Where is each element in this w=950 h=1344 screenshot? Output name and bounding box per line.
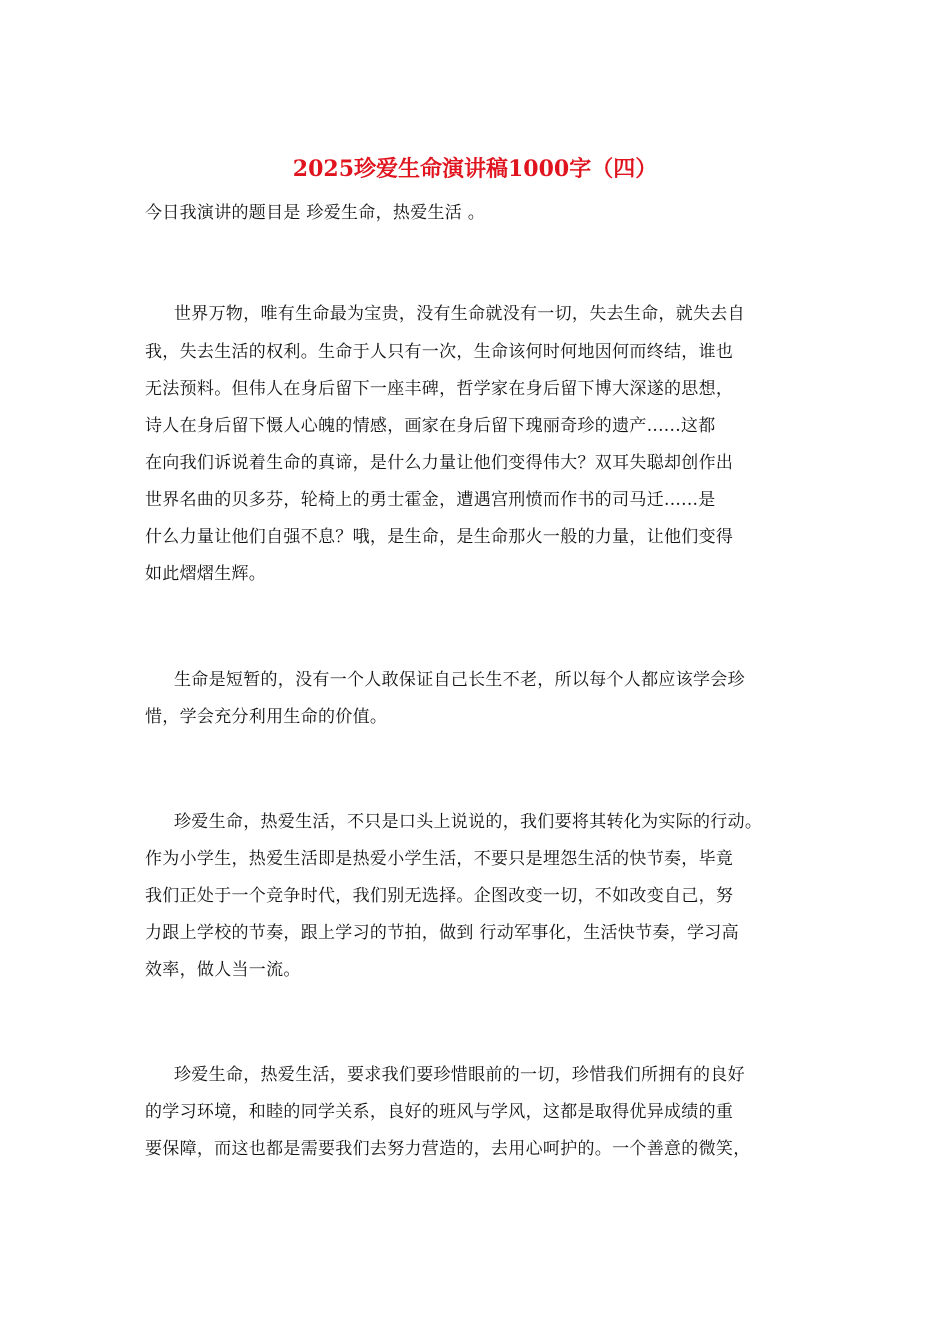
document-title: 2025珍爱生命演讲稿1000字（四） xyxy=(292,156,658,182)
paragraph-1-line-2: 我，失去生活的权利。生命于人只有一次，生命该何时何地因何而终结，谁也 xyxy=(145,342,734,362)
paragraph-1-line-1: 世界万物，唯有生命最为宝贵，没有生命就没有一切，失去生命，就失去自 xyxy=(174,304,745,324)
paragraph-3-line-5: 效率，做人当一流。 xyxy=(145,960,301,980)
paragraph-1-line-5: 在向我们诉说着生命的真谛，是什么力量让他们变得伟大？双耳失聪却创作出 xyxy=(145,453,734,473)
paragraph-2-line-2: 惜，学会充分利用生命的价值。 xyxy=(145,707,388,727)
paragraph-3-line-1: 珍爱生命，热爱生活，不只是口头上说说的，我们要将其转化为实际的行动。 xyxy=(174,812,763,832)
paragraph-1-line-3: 无法预料。但伟人在身后留下一座丰碑，哲学家在身后留下博大深遂的思想， xyxy=(145,379,734,399)
paragraph-1-line-7: 什么力量让他们自强不息？哦，是生命，是生命那火一般的力量，让他们变得 xyxy=(145,527,734,547)
paragraph-1-line-4: 诗人在身后留下慑人心魄的情感，画家在身后留下瑰丽奇珍的遗产......这都 xyxy=(145,416,716,436)
paragraph-1-line-8: 如此熠熠生辉。 xyxy=(145,564,267,584)
paragraph-2-line-1: 生命是短暂的，没有一个人敢保证自己长生不老，所以每个人都应该学会珍 xyxy=(174,670,745,690)
intro-line: 今日我演讲的题目是 珍爱生命，热爱生活 。 xyxy=(145,203,486,223)
paragraph-3-line-2: 作为小学生，热爱生活即是热爱小学生活，不要只是埋怨生活的快节奏，毕竟 xyxy=(145,849,734,869)
paragraph-3-line-3: 我们正处于一个竞争时代，我们别无选择。企图改变一切，不如改变自己，努 xyxy=(145,886,734,906)
paragraph-4-line-2: 的学习环境，和睦的同学关系，良好的班风与学风，这都是取得优异成绩的重 xyxy=(145,1102,734,1122)
paragraph-4-line-1: 珍爱生命，热爱生活，要求我们要珍惜眼前的一切，珍惜我们所拥有的良好 xyxy=(174,1065,745,1085)
paragraph-3-line-4: 力跟上学校的节奏，跟上学习的节拍，做到 行动军事化，生活快节奏，学习高 xyxy=(145,923,739,943)
paragraph-1-line-6: 世界名曲的贝多芬，轮椅上的勇士霍金，遭遇宫刑愤而作书的司马迁......是 xyxy=(145,490,716,510)
paragraph-4-line-3: 要保障，而这也都是需要我们去努力营造的，去用心呵护的。一个善意的微笑， xyxy=(145,1139,751,1159)
